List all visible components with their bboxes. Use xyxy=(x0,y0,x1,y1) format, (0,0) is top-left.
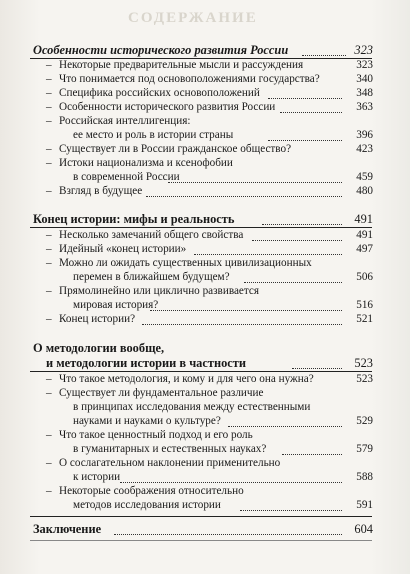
toc-entry[interactable]: Что такое методология, и кому и для чего она нужна? xyxy=(59,373,314,385)
toc-entry[interactable]: Конец истории? xyxy=(59,313,136,325)
toc-entry-page: 521 xyxy=(356,313,373,325)
toc-entry-page: 491 xyxy=(356,229,373,241)
toc-entry[interactable]: О сослагательном наклонении применительно xyxy=(59,457,281,469)
toc-entry-continuation: к истории xyxy=(73,471,121,483)
section-title[interactable]: Заключение xyxy=(33,522,102,536)
section-title-continuation: и методологии истории в частности xyxy=(46,356,247,370)
toc-entry-page: 591 xyxy=(356,499,373,511)
toc-entry-page: 579 xyxy=(356,443,373,455)
toc-entry[interactable]: Что понимается под основоположениями государства? xyxy=(59,73,320,85)
toc-entry-continuation: в гуманитарных и естественных науках? xyxy=(73,443,267,455)
toc-entry-page: 480 xyxy=(356,185,373,197)
toc-entry-page: 348 xyxy=(356,87,373,99)
toc-entry-continuation: методов исследования истории xyxy=(73,499,221,511)
toc-entry-continuation: в современной России xyxy=(73,171,180,183)
book-page: СОДЕРЖАНИЕ Особенности исторического развития России 323 – Некоторые предварительные мысли и рассуждения 323 – Что понимается под основоположениями государства? 340 – Специфика российских основоположений 348 – Особенности исторического развития России 363 – Российская интеллигенция: ее место и роль в истории страны 396 – Существует ли в России гражданское общество? 423 – Истоки национализма и ксенофобии в современной России 459 – Взгляд в будущее 480 Конец истории: мифы и реальность 491 – Несколько замечаний общего свойства 491 – Идейный «конец истории» 497 – Можно ли ожидать существенных цивилизационных перемен в ближайшем будущем? 506 – Прямолинейно или циклично развивается мировая история? 516 – Конец истории? 521 О методологии вообще, и методологии истории в частности 523 – Что такое методология, и кому и для чего она нужна? 523 – Существует ли фундаментальное различие в принципах исследования между естественными науками и науками о культуре? 529 – Что такое ценностный подход и его роль в гуманитарных и естественных науках? 579 – О сослагательном наклонении применительно к истории 588 – Некоторые соображения относительно методов исследования истории 591 Заключение 604 xyxy=(0,0,410,574)
toc-entry[interactable]: Истоки национализма и ксенофобии xyxy=(59,157,233,169)
toc-entry-page: 588 xyxy=(356,471,373,483)
toc-entry-continuation: в принципах исследования между естественными xyxy=(73,401,311,413)
toc-entry[interactable]: Российская интеллигенция: xyxy=(59,115,191,127)
toc-entry[interactable]: Несколько замечаний общего свойства xyxy=(59,229,244,241)
toc-entry[interactable]: Идейный «конец истории» xyxy=(59,243,187,255)
toc-entry-page: 459 xyxy=(356,171,373,183)
toc-entry-page: 506 xyxy=(356,271,373,283)
toc-entry-page: 363 xyxy=(356,101,373,113)
toc-entry-continuation: науками и науками о культуре? xyxy=(73,415,221,427)
toc-entry[interactable]: Существует ли в России гражданское общество? xyxy=(59,143,292,155)
toc-entry[interactable]: Что такое ценностный подход и его роль xyxy=(59,429,253,441)
toc-entry[interactable]: Некоторые соображения относительно xyxy=(59,485,244,497)
toc-entry-page: 423 xyxy=(356,143,373,155)
toc-entry-page: 523 xyxy=(356,373,373,385)
toc-entry-page: 396 xyxy=(356,129,373,141)
section-page: 604 xyxy=(354,522,373,536)
toc-entry-page: 516 xyxy=(356,299,373,311)
toc-entry-continuation: ее место и роль в истории страны xyxy=(73,129,234,141)
section-page: 323 xyxy=(354,43,373,57)
toc-entry[interactable]: Специфика российских основоположений xyxy=(59,87,260,99)
toc-entry-continuation: мировая история? xyxy=(73,299,159,311)
section-page: 523 xyxy=(354,356,373,370)
section-title[interactable]: Конец истории: мифы и реальность xyxy=(33,212,235,226)
toc-entry-continuation: перемен в ближайшем будущем? xyxy=(73,271,230,283)
section-title[interactable]: Особенности исторического развития России xyxy=(33,43,289,57)
toc-entry[interactable]: Особенности исторического развития России xyxy=(59,101,276,113)
toc-entry[interactable]: Некоторые предварительные мысли и рассуждения xyxy=(59,59,304,71)
toc-entry-page: 497 xyxy=(356,243,373,255)
ghost-header: СОДЕРЖАНИЕ xyxy=(128,10,258,26)
toc-entry[interactable]: Прямолинейно или циклично развивается xyxy=(59,285,260,297)
toc-entry[interactable]: Взгляд в будущее xyxy=(59,185,143,197)
toc-entry-page: 529 xyxy=(356,415,373,427)
section-page: 491 xyxy=(354,212,373,226)
toc-entry[interactable]: Можно ли ожидать существенных цивилизационных xyxy=(59,257,312,269)
toc-entry-page: 323 xyxy=(356,59,373,71)
toc-entry[interactable]: Существует ли фундаментальное различие xyxy=(59,387,264,399)
toc-entry-page: 340 xyxy=(356,73,373,85)
section-title[interactable]: О методологии вообще, xyxy=(33,341,165,355)
